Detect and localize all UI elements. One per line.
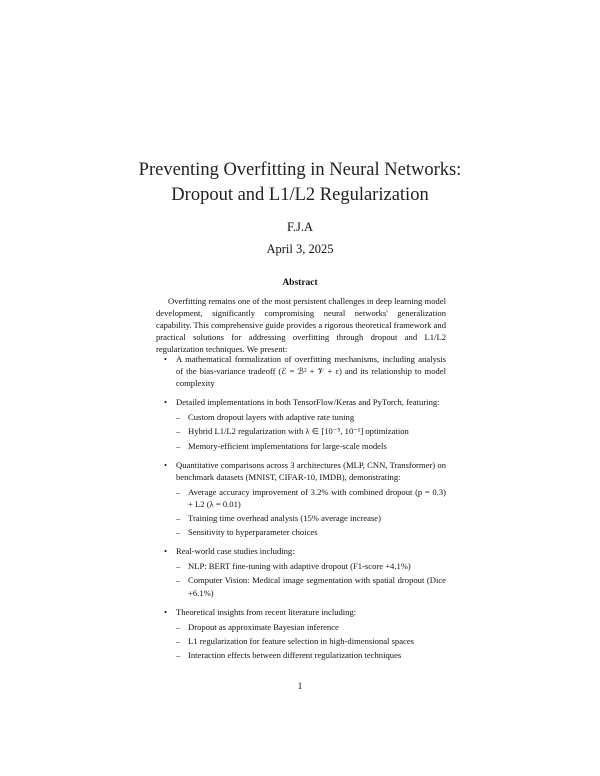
bullet-text: Theoretical insights from recent literature including: — [176, 606, 357, 617]
sub-list — [176, 411, 446, 451]
author: F.J.A — [286, 220, 314, 234]
sub-list-item: – NLP: BERT fine-tuning with adaptive dropout (F1-score +4.1%) — [176, 560, 446, 572]
title-line-2: Dropout and L1/L2 Regularization — [171, 185, 429, 205]
sub-list — [176, 621, 446, 661]
bullet-text: Quantitative comparisons across 3 architectures (MLP, CNN, Transformer) on benchmark datasets (MNIST, CIFAR-10, IMDB), demonstrating: — [176, 459, 446, 482]
sub-list-item: – Hybrid L1/L2 regularization with λ ∈ [10⁻⁵, 10⁻¹] optimization — [176, 425, 446, 437]
contribution-list — [164, 353, 446, 668]
sub-list-item: – Dropout as approximate Bayesian inference — [176, 621, 446, 633]
list-item — [164, 545, 446, 598]
list-item — [164, 606, 446, 661]
title-line-1: Preventing Overfitting in Neural Networks: — [138, 160, 462, 180]
sub-list-item: – Custom dropout layers with adaptive rate tuning — [176, 411, 446, 423]
abstract-text: Overfitting remains one of the most persistent challenges in deep learning model development, significantly compromising neural networks' generalization capability. This comprehensive guide provides a rigorous theoretical framework and practical solutions for addressing overfitting through dropout and L1/L2 regularization techniques. We present: — [156, 296, 446, 355]
sub-list-item: – Memory-efficient implementations for large-scale models — [176, 440, 446, 452]
date: April 3, 2025 — [266, 242, 334, 256]
bullet-text: A mathematical formalization of overfitting mechanisms, including analysis of the bias-variance tradeoff (ℰ = ℬ² + 𝒱 + ε) and its relationship to model complexity — [176, 354, 446, 389]
list-item — [164, 353, 446, 389]
sub-list-item: – Sensitivity to hyperparameter choices — [176, 526, 446, 538]
sub-list-item: – Interaction effects between different regularization techniques — [176, 649, 446, 661]
sub-list-item: – Computer Vision: Medical image segmentation with spatial dropout (Dice +6.1%) — [176, 574, 446, 598]
bullet-text: Real-world case studies including: — [176, 546, 295, 557]
sub-list — [176, 560, 446, 598]
sub-list-item: – Training time overhead analysis (15% average increase) — [176, 512, 446, 524]
sub-list — [176, 486, 446, 538]
bullet-text: Detailed implementations in both TensorFlow/Keras and PyTorch, featuring: — [176, 397, 440, 408]
list-item — [164, 459, 446, 539]
paper-title — [60, 158, 540, 208]
sub-list-item: – Average accuracy improvement of 3.2% with combined dropout (p = 0.3) + L2 (λ = 0.01) — [176, 486, 446, 510]
sub-list-item: – L1 regularization for feature selection in high-dimensional spaces — [176, 635, 446, 647]
abstract-heading: Abstract — [282, 278, 318, 288]
list-item — [164, 396, 446, 451]
page-number: 1 — [297, 682, 303, 692]
